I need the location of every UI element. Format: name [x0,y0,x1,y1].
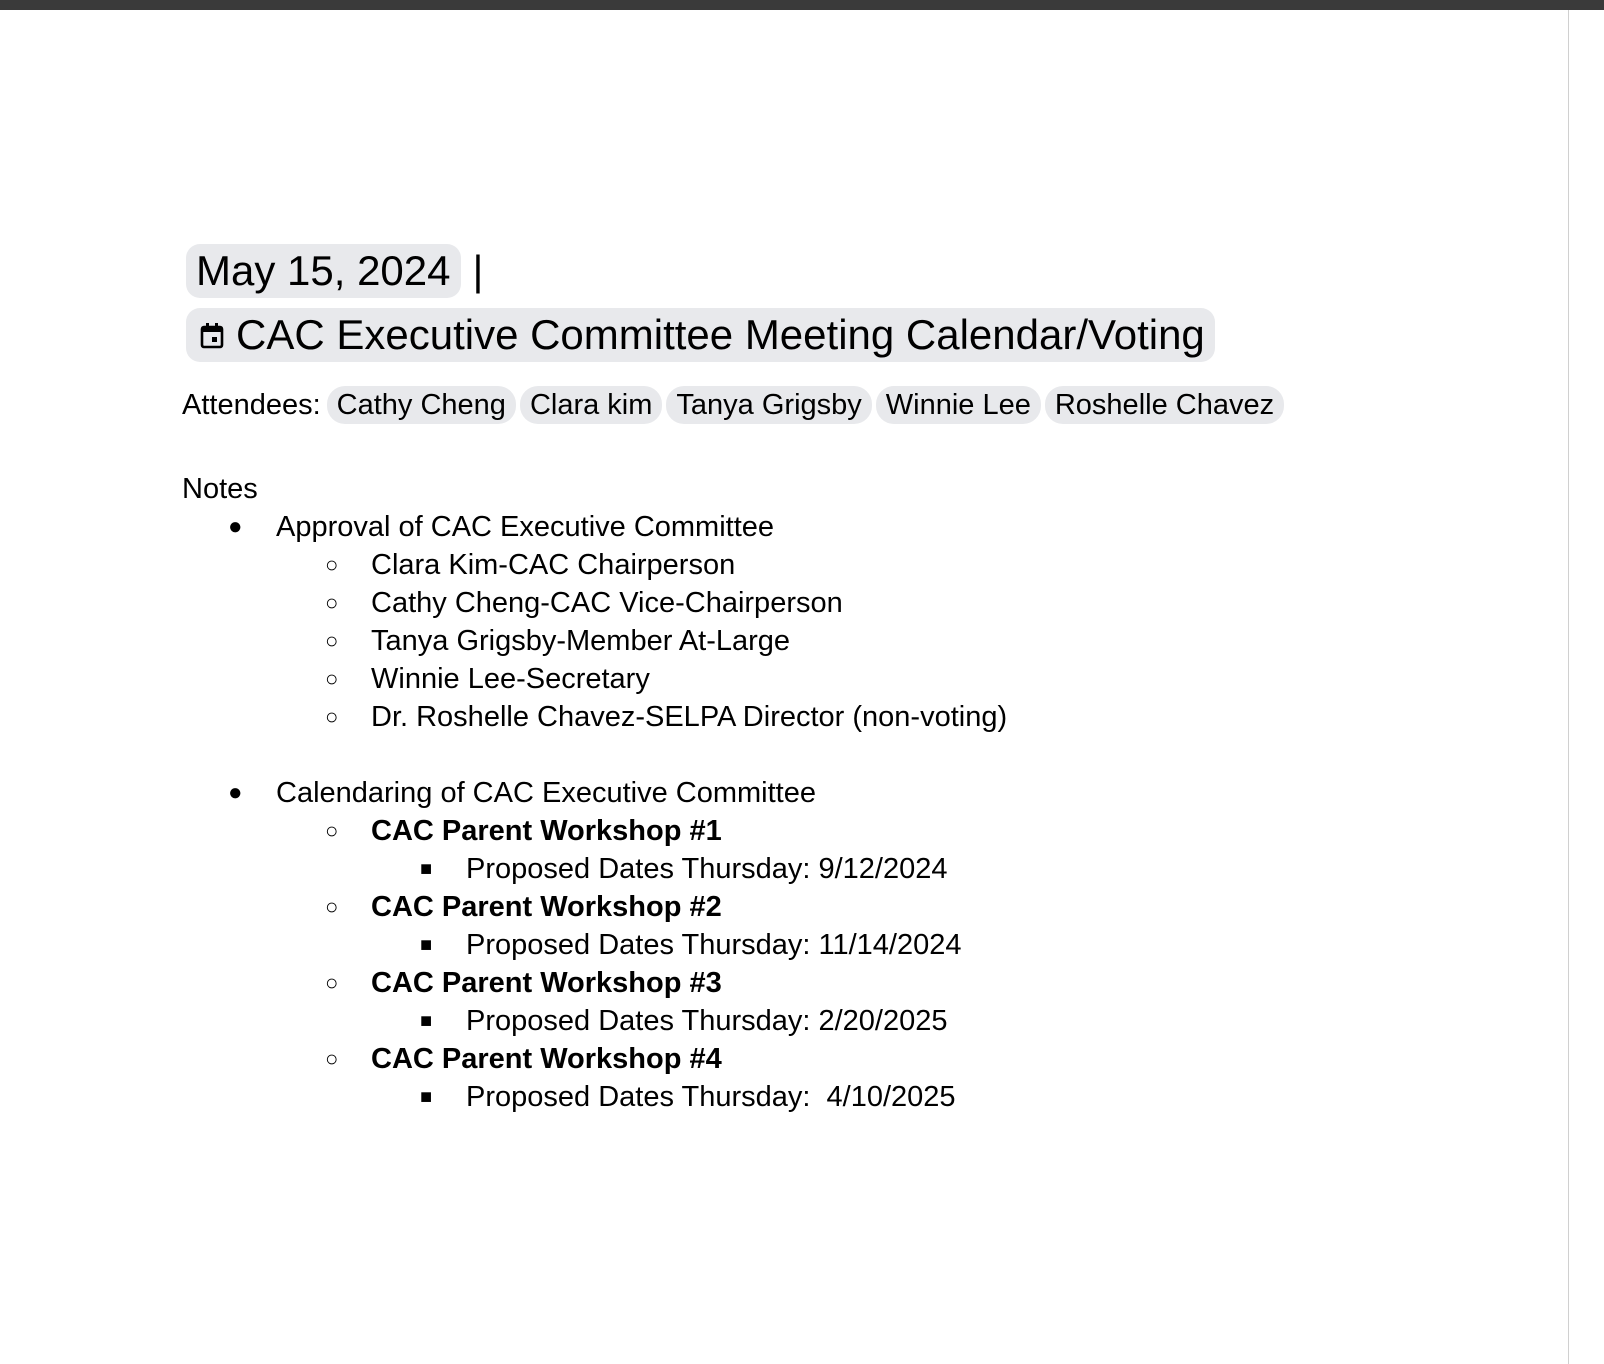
date-chip[interactable]: May 15, 2024 [186,244,461,298]
bullet-circle: ○ [325,666,339,691]
calendar-icon [200,308,224,362]
workshop-name: CAC Parent Workshop #4 [371,1043,722,1075]
bullet-circle: ○ [325,894,339,919]
notes-heading: Notes [182,473,258,505]
list-item [182,964,1526,1040]
bullet-circle: ○ [325,628,339,653]
workshop-dates: Proposed Dates Thursday: 11/14/2024 [466,929,962,961]
event-chip[interactable] [186,308,1215,362]
role-item: Clara Kim-CAC Chairperson [371,549,736,581]
attendee-chip[interactable]: Tanya Grigsby [666,386,871,424]
workshop-dates: Proposed Dates Thursday: 4/10/2025 [466,1081,956,1113]
bullet-square: ■ [420,1086,433,1108]
section-title: Calendaring of CAC Executive Committee [276,777,816,809]
notes-list [182,508,1526,1116]
list-item [182,1040,1526,1116]
event-title: CAC Executive Committee Meeting Calendar/Voting [236,311,1205,358]
workshop-name: CAC Parent Workshop #1 [371,815,722,847]
separator: | [472,247,484,294]
date-line [186,244,1526,304]
document-page [182,244,1526,1116]
bullet-square: ■ [420,934,433,956]
workshop-name: CAC Parent Workshop #2 [371,891,722,923]
attendees-label: Attendees: [182,389,321,421]
workshop-dates: Proposed Dates Thursday: 2/20/2025 [466,1005,948,1037]
window-top-bar [0,0,1604,10]
list-item [182,698,1526,736]
list-item [182,850,1526,888]
bullet-circle: ○ [325,704,339,729]
bullet-circle: ○ [325,1046,339,1071]
list-item [182,622,1526,660]
page-edge [1568,10,1569,1364]
list-item [182,584,1526,622]
attendees-line [182,386,1526,426]
spacer [182,736,1526,774]
list-item [182,888,1526,964]
list-item [182,1078,1526,1116]
role-item: Winnie Lee-Secretary [371,663,650,695]
role-item: Tanya Grigsby-Member At-Large [371,625,791,657]
list-item [182,546,1526,584]
bullet-square: ■ [420,858,433,880]
bullet-circle: ○ [325,818,339,843]
list-item [182,926,1526,964]
role-item: Cathy Cheng-CAC Vice-Chairperson [371,587,843,619]
bullet-circle: ○ [325,552,339,577]
event-title-line [186,308,1526,366]
bullet-circle: ○ [325,970,339,995]
attendee-chip[interactable]: Cathy Cheng [327,386,516,424]
bullet-disc: ● [228,513,243,540]
workshop-dates: Proposed Dates Thursday: 9/12/2024 [466,853,948,885]
bullet-square: ■ [420,1010,433,1032]
attendee-chip[interactable]: Clara kim [520,386,662,424]
bullet-disc: ● [228,779,243,806]
list-item [182,508,1526,774]
role-item: Dr. Roshelle Chavez-SELPA Director (non-voting) [371,701,1008,733]
attendee-chip[interactable]: Winnie Lee [876,386,1041,424]
workshop-name: CAC Parent Workshop #3 [371,967,722,999]
attendee-chip[interactable]: Roshelle Chavez [1045,386,1284,424]
bullet-circle: ○ [325,590,339,615]
list-item [182,812,1526,888]
list-item [182,660,1526,698]
section-title: Approval of CAC Executive Committee [276,511,775,543]
list-item [182,1002,1526,1040]
list-item [182,774,1526,1116]
